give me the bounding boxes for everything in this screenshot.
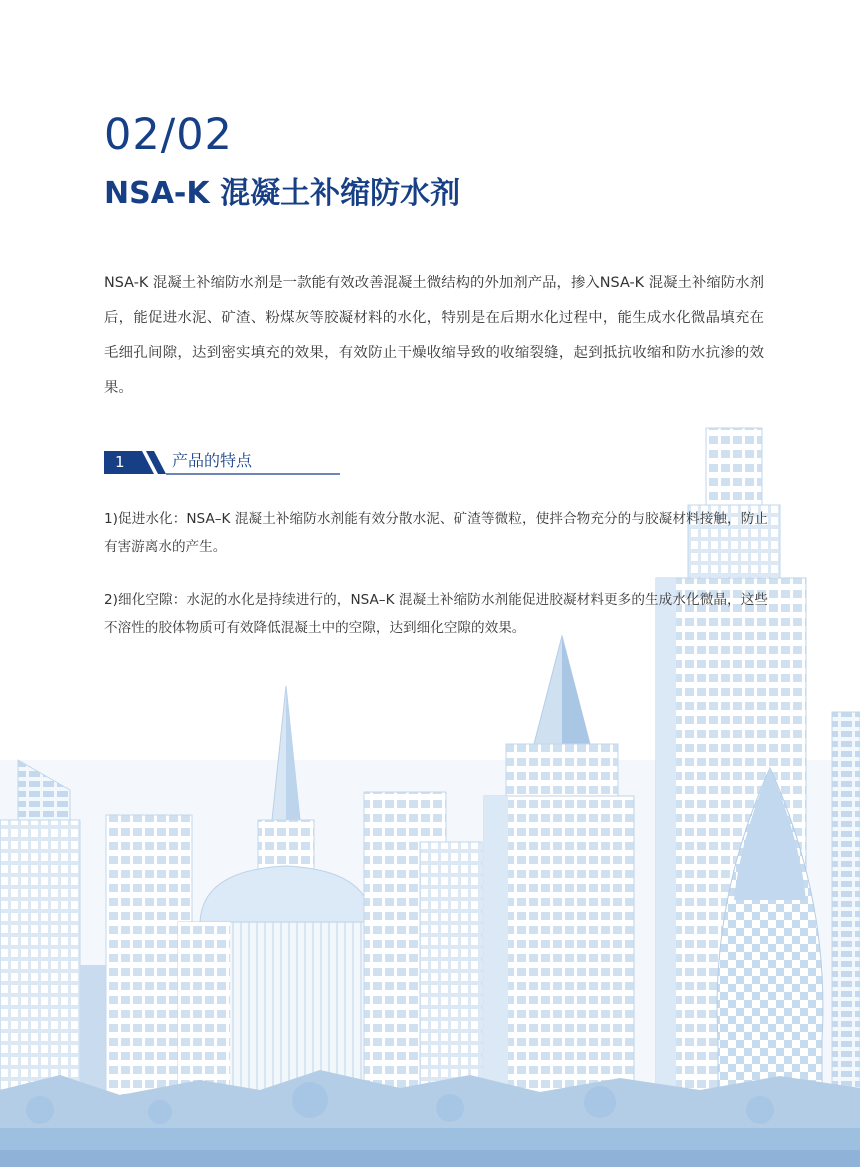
intro-paragraph: NSA-K 混凝土补缩防水剂是一款能有效改善混凝土微结构的外加剂产品，掺入NSA-K 混凝土补缩防水剂后，能促进水泥、矿渣、粉煤灰等胶凝材料的水化，特别是在后期水化过程中，能生成水化微晶填充在毛细孔间隙，达到密实填充的效果，有效防止干燥收缩导致的收缩裂缝，起到抵抗收缩和防水抗渗的效果。: [104, 275, 764, 396]
feature-item: 1)促进水化：NSA–K 混凝土补缩防水剂能有效分散水泥、矿渣等微粒，使拌合物充分的与胶凝材料接触，防止有害游离水的产生。: [104, 511, 768, 555]
feature-item: 2)细化空隙：水泥的水化是持续进行的，NSA–K 混凝土补缩防水剂能促进胶凝材料更多的生成水化微晶，这些不溶性的胶体物质可有效降低混凝土中的空隙，达到细化空隙的效果。: [104, 592, 768, 636]
section-label: 产品的特点: [172, 451, 253, 470]
page-title: NSA-K 混凝土补缩防水剂: [104, 176, 461, 211]
section-number: 1: [115, 453, 125, 471]
section-header: [104, 448, 340, 476]
page-number: 02/02: [104, 110, 233, 160]
